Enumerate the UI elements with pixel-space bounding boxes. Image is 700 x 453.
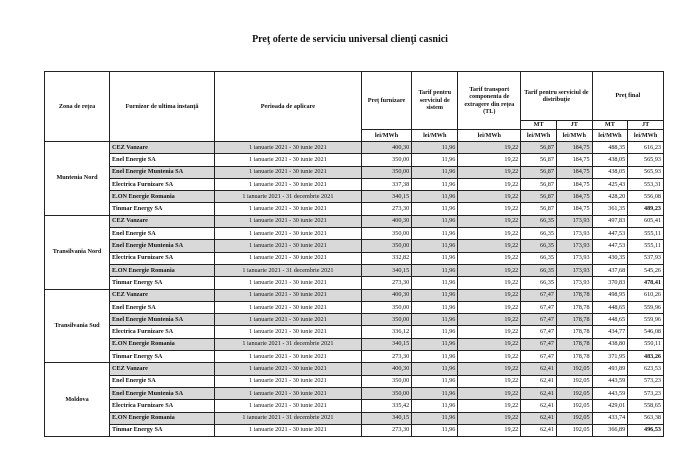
system-tariff-cell: 11,96 <box>412 400 458 412</box>
distribution-mt-cell: 66,35 <box>521 252 557 264</box>
table-row <box>45 264 664 276</box>
unit-label: lei/MWh <box>361 130 411 142</box>
final-jt-cell: 565,93 <box>628 154 664 166</box>
final-jt-cell: 563,38 <box>628 412 664 424</box>
period-cell: 1 ianuarie 2021 - 31 decembrie 2021 <box>214 191 361 203</box>
distribution-jt-cell: 184,75 <box>556 178 592 190</box>
zone-label: Transilvania Nord <box>45 215 110 289</box>
final-mt-cell: 488,35 <box>592 142 628 154</box>
price-cell: 273,30 <box>361 203 411 215</box>
final-mt-cell: 447,53 <box>592 228 628 240</box>
header-tarif-sistem: Tarif pentru serviciul de sistem <box>412 72 458 130</box>
distribution-mt-cell: 67,47 <box>521 301 557 313</box>
price-cell: 400,30 <box>361 289 411 301</box>
price-cell: 350,00 <box>361 154 411 166</box>
price-cell: 400,30 <box>361 142 411 154</box>
period-cell: 1 ianuarie 2021 - 30 iunie 2021 <box>214 215 361 227</box>
price-cell: 350,00 <box>361 166 411 178</box>
supplier-cell: E.ON Energie Romania <box>110 412 215 424</box>
supplier-cell: Enel Energie Muntenia SA <box>110 166 215 178</box>
final-jt-cell: 616,23 <box>628 142 664 154</box>
final-jt-cell: 483,26 <box>628 351 664 363</box>
final-jt-cell: 559,96 <box>628 301 664 313</box>
system-tariff-cell: 11,96 <box>412 363 458 375</box>
final-jt-cell: 573,23 <box>628 387 664 399</box>
supplier-cell: Enel Energie SA <box>110 375 215 387</box>
header-perioada: Perioada de aplicare <box>214 72 361 142</box>
price-cell: 350,00 <box>361 375 411 387</box>
page-title: Preţ oferte de serviciu universal clienţi casnici <box>252 34 448 45</box>
final-mt-cell: 429,01 <box>592 400 628 412</box>
final-mt-cell: 434,77 <box>592 326 628 338</box>
price-cell: 400,30 <box>361 363 411 375</box>
final-jt-cell: 556,08 <box>628 191 664 203</box>
supplier-cell: Tinmar Energy SA <box>110 203 215 215</box>
transport-tariff-cell: 19,22 <box>458 203 521 215</box>
table-row <box>45 277 664 289</box>
system-tariff-cell: 11,96 <box>412 375 458 387</box>
table-row <box>45 400 664 412</box>
final-jt-cell: 489,23 <box>628 203 664 215</box>
price-cell: 273,30 <box>361 277 411 289</box>
period-cell: 1 ianuarie 2021 - 30 iunie 2021 <box>214 289 361 301</box>
transport-tariff-cell: 19,22 <box>458 412 521 424</box>
unit-label: lei/MWh <box>556 130 592 142</box>
final-mt-cell: 497,83 <box>592 215 628 227</box>
final-mt-cell: 438,05 <box>592 166 628 178</box>
header-tarif-distributie: Tarif pentru serviciul de distribuţie <box>521 72 592 121</box>
final-jt-cell: 555,11 <box>628 240 664 252</box>
table-row <box>45 289 664 301</box>
supplier-cell: Enel Energie Muntenia SA <box>110 240 215 252</box>
period-cell: 1 ianuarie 2021 - 31 decembrie 2021 <box>214 338 361 350</box>
table-row <box>45 412 664 424</box>
table-row <box>45 351 664 363</box>
final-jt-cell: 573,23 <box>628 375 664 387</box>
transport-tariff-cell: 19,22 <box>458 166 521 178</box>
price-cell: 273,30 <box>361 351 411 363</box>
distribution-jt-cell: 184,75 <box>556 154 592 166</box>
zone-label: Moldova <box>45 363 110 437</box>
system-tariff-cell: 11,96 <box>412 351 458 363</box>
system-tariff-cell: 11,96 <box>412 203 458 215</box>
distribution-jt-cell: 178,78 <box>556 326 592 338</box>
transport-tariff-cell: 19,22 <box>458 240 521 252</box>
table-row <box>45 387 664 399</box>
system-tariff-cell: 11,96 <box>412 338 458 350</box>
system-tariff-cell: 11,96 <box>412 252 458 264</box>
final-jt-cell: 559,96 <box>628 314 664 326</box>
table-row <box>45 240 664 252</box>
supplier-cell: E.ON Energie Romania <box>110 338 215 350</box>
table-row <box>45 338 664 350</box>
price-cell: 350,00 <box>361 387 411 399</box>
price-cell: 350,00 <box>361 240 411 252</box>
distribution-mt-cell: 62,41 <box>521 400 557 412</box>
final-mt-cell: 370,83 <box>592 277 628 289</box>
period-cell: 1 ianuarie 2021 - 30 iunie 2021 <box>214 424 361 436</box>
transport-tariff-cell: 19,22 <box>458 400 521 412</box>
table-row <box>45 375 664 387</box>
period-cell: 1 ianuarie 2021 - 30 iunie 2021 <box>214 166 361 178</box>
supplier-cell: E.ON Energie Romania <box>110 191 215 203</box>
system-tariff-cell: 11,96 <box>412 240 458 252</box>
system-tariff-cell: 11,96 <box>412 289 458 301</box>
price-cell: 340,15 <box>361 191 411 203</box>
system-tariff-cell: 11,96 <box>412 264 458 276</box>
table-row <box>45 142 664 154</box>
distribution-mt-cell: 67,47 <box>521 338 557 350</box>
table-row <box>45 252 664 264</box>
distribution-jt-cell: 192,05 <box>556 387 592 399</box>
final-jt-cell: 610,26 <box>628 289 664 301</box>
period-cell: 1 ianuarie 2021 - 31 decembrie 2021 <box>214 264 361 276</box>
distribution-mt-cell: 67,47 <box>521 351 557 363</box>
price-cell: 340,15 <box>361 412 411 424</box>
final-mt-cell: 437,68 <box>592 264 628 276</box>
distribution-mt-cell: 62,41 <box>521 412 557 424</box>
period-cell: 1 ianuarie 2021 - 30 iunie 2021 <box>214 203 361 215</box>
transport-tariff-cell: 19,22 <box>458 277 521 289</box>
final-mt-cell: 433,74 <box>592 412 628 424</box>
final-mt-cell: 498,95 <box>592 289 628 301</box>
distribution-jt-cell: 192,05 <box>556 400 592 412</box>
header-tarif-transport: Tarif transport componenta de extragere din reţea (TL) <box>458 72 521 130</box>
period-cell: 1 ianuarie 2021 - 30 iunie 2021 <box>214 326 361 338</box>
distribution-jt-cell: 173,93 <box>556 215 592 227</box>
supplier-cell: CEZ Vanzare <box>110 363 215 375</box>
supplier-cell: Electrica Furnizare SA <box>110 178 215 190</box>
price-cell: 340,15 <box>361 338 411 350</box>
price-cell: 273,30 <box>361 424 411 436</box>
table-row <box>45 191 664 203</box>
header-furnizor: Furnizor de ultima instanţă <box>110 72 215 142</box>
system-tariff-cell: 11,96 <box>412 412 458 424</box>
price-cell: 335,42 <box>361 400 411 412</box>
unit-label: lei/MWh <box>628 130 664 142</box>
price-cell: 336,12 <box>361 326 411 338</box>
supplier-cell: E.ON Energie Romania <box>110 264 215 276</box>
system-tariff-cell: 11,96 <box>412 228 458 240</box>
distribution-mt-cell: 56,87 <box>521 142 557 154</box>
distribution-mt-cell: 56,87 <box>521 178 557 190</box>
supplier-cell: CEZ Vanzare <box>110 142 215 154</box>
transport-tariff-cell: 19,22 <box>458 252 521 264</box>
final-jt-cell: 565,93 <box>628 166 664 178</box>
header-pret-final: Preţ final <box>592 72 663 121</box>
distribution-mt-cell: 62,41 <box>521 424 557 436</box>
price-cell: 332,82 <box>361 252 411 264</box>
transport-tariff-cell: 19,22 <box>458 363 521 375</box>
transport-tariff-cell: 19,22 <box>458 178 521 190</box>
distribution-jt-cell: 184,75 <box>556 203 592 215</box>
final-jt-cell: 623,53 <box>628 363 664 375</box>
transport-tariff-cell: 19,22 <box>458 154 521 166</box>
period-cell: 1 ianuarie 2021 - 30 iunie 2021 <box>214 142 361 154</box>
final-mt-cell: 428,20 <box>592 191 628 203</box>
distribution-jt-cell: 178,78 <box>556 338 592 350</box>
final-jt-cell: 537,93 <box>628 252 664 264</box>
zone-label: Transilvania Sud <box>45 289 110 363</box>
system-tariff-cell: 11,96 <box>412 387 458 399</box>
transport-tariff-cell: 19,22 <box>458 301 521 313</box>
transport-tariff-cell: 19,22 <box>458 228 521 240</box>
transport-tariff-cell: 19,22 <box>458 375 521 387</box>
supplier-cell: CEZ Vanzare <box>110 289 215 301</box>
final-mt-cell: 493,89 <box>592 363 628 375</box>
supplier-cell: Tinmar Energy SA <box>110 351 215 363</box>
transport-tariff-cell: 19,22 <box>458 289 521 301</box>
table-row <box>45 424 664 436</box>
distribution-mt-cell: 67,47 <box>521 289 557 301</box>
period-cell: 1 ianuarie 2021 - 30 iunie 2021 <box>214 301 361 313</box>
price-cell: 400,30 <box>361 215 411 227</box>
transport-tariff-cell: 19,22 <box>458 326 521 338</box>
table-row <box>45 203 664 215</box>
supplier-cell: Enel Energie Muntenia SA <box>110 314 215 326</box>
distribution-jt-cell: 173,93 <box>556 264 592 276</box>
distribution-mt-cell: 66,35 <box>521 228 557 240</box>
final-jt-cell: 546,08 <box>628 326 664 338</box>
unit-label: lei/MWh <box>412 130 458 142</box>
transport-tariff-cell: 19,22 <box>458 314 521 326</box>
table-row <box>45 154 664 166</box>
final-mt-cell: 447,53 <box>592 240 628 252</box>
distribution-jt-cell: 184,75 <box>556 142 592 154</box>
supplier-cell: Tinmar Energy SA <box>110 277 215 289</box>
system-tariff-cell: 11,96 <box>412 301 458 313</box>
table-row <box>45 215 664 227</box>
period-cell: 1 ianuarie 2021 - 30 iunie 2021 <box>214 363 361 375</box>
final-jt-cell: 558,65 <box>628 400 664 412</box>
transport-tariff-cell: 19,22 <box>458 338 521 350</box>
final-mt-cell: 425,43 <box>592 178 628 190</box>
distribution-jt-cell: 173,93 <box>556 228 592 240</box>
system-tariff-cell: 11,96 <box>412 154 458 166</box>
header-final-mt: MT <box>592 121 628 130</box>
distribution-jt-cell: 192,05 <box>556 412 592 424</box>
header-dist-mt: MT <box>521 121 557 130</box>
period-cell: 1 ianuarie 2021 - 31 decembrie 2021 <box>214 412 361 424</box>
transport-tariff-cell: 19,22 <box>458 424 521 436</box>
table-row <box>45 301 664 313</box>
table-row <box>45 314 664 326</box>
system-tariff-cell: 11,96 <box>412 191 458 203</box>
header-zona: Zona de reţea <box>45 72 110 142</box>
header-dist-jt: JT <box>556 121 592 130</box>
table-row <box>45 178 664 190</box>
distribution-mt-cell: 67,47 <box>521 326 557 338</box>
system-tariff-cell: 11,96 <box>412 326 458 338</box>
system-tariff-cell: 11,96 <box>412 215 458 227</box>
supplier-cell: Enel Energie SA <box>110 154 215 166</box>
final-jt-cell: 550,11 <box>628 338 664 350</box>
distribution-jt-cell: 192,05 <box>556 363 592 375</box>
period-cell: 1 ianuarie 2021 - 30 iunie 2021 <box>214 351 361 363</box>
transport-tariff-cell: 19,22 <box>458 264 521 276</box>
table-row <box>45 363 664 375</box>
price-cell: 337,38 <box>361 178 411 190</box>
system-tariff-cell: 11,96 <box>412 314 458 326</box>
distribution-mt-cell: 56,87 <box>521 191 557 203</box>
supplier-cell: Tinmar Energy SA <box>110 424 215 436</box>
header-final-jt: JT <box>628 121 664 130</box>
system-tariff-cell: 11,96 <box>412 424 458 436</box>
distribution-mt-cell: 62,41 <box>521 375 557 387</box>
price-cell: 350,00 <box>361 228 411 240</box>
price-table <box>44 71 664 437</box>
distribution-mt-cell: 66,35 <box>521 264 557 276</box>
final-jt-cell: 496,53 <box>628 424 664 436</box>
table-row <box>45 166 664 178</box>
distribution-jt-cell: 192,05 <box>556 424 592 436</box>
distribution-jt-cell: 178,78 <box>556 301 592 313</box>
supplier-cell: Electrica Furnizare SA <box>110 326 215 338</box>
transport-tariff-cell: 19,22 <box>458 387 521 399</box>
distribution-mt-cell: 56,87 <box>521 154 557 166</box>
unit-label: lei/MWh <box>592 130 628 142</box>
final-jt-cell: 545,26 <box>628 264 664 276</box>
price-cell: 350,00 <box>361 301 411 313</box>
final-mt-cell: 361,35 <box>592 203 628 215</box>
system-tariff-cell: 11,96 <box>412 178 458 190</box>
system-tariff-cell: 11,96 <box>412 277 458 289</box>
distribution-mt-cell: 62,41 <box>521 387 557 399</box>
transport-tariff-cell: 19,22 <box>458 142 521 154</box>
period-cell: 1 ianuarie 2021 - 30 iunie 2021 <box>214 228 361 240</box>
final-mt-cell: 443,59 <box>592 387 628 399</box>
distribution-mt-cell: 66,35 <box>521 277 557 289</box>
distribution-mt-cell: 62,41 <box>521 363 557 375</box>
period-cell: 1 ianuarie 2021 - 30 iunie 2021 <box>214 240 361 252</box>
distribution-mt-cell: 66,35 <box>521 240 557 252</box>
supplier-cell: Enel Energie SA <box>110 301 215 313</box>
period-cell: 1 ianuarie 2021 - 30 iunie 2021 <box>214 178 361 190</box>
final-jt-cell: 553,31 <box>628 178 664 190</box>
header-pret-furnizare: Preţ furnizare <box>361 72 411 130</box>
price-cell: 350,00 <box>361 314 411 326</box>
period-cell: 1 ianuarie 2021 - 30 iunie 2021 <box>214 400 361 412</box>
unit-label: lei/MWh <box>521 130 557 142</box>
system-tariff-cell: 11,96 <box>412 166 458 178</box>
supplier-cell: Electrica Furnizare SA <box>110 400 215 412</box>
final-jt-cell: 555,11 <box>628 228 664 240</box>
supplier-cell: Enel Energie SA <box>110 228 215 240</box>
distribution-jt-cell: 178,78 <box>556 289 592 301</box>
period-cell: 1 ianuarie 2021 - 30 iunie 2021 <box>214 252 361 264</box>
table-row <box>45 326 664 338</box>
distribution-jt-cell: 173,93 <box>556 252 592 264</box>
unit-label: lei/MWh <box>458 130 521 142</box>
table-row <box>45 228 664 240</box>
system-tariff-cell: 11,96 <box>412 142 458 154</box>
supplier-cell: Electrica Furnizare SA <box>110 252 215 264</box>
supplier-cell: Enel Energie Muntenia SA <box>110 387 215 399</box>
final-mt-cell: 438,05 <box>592 154 628 166</box>
distribution-jt-cell: 173,93 <box>556 277 592 289</box>
period-cell: 1 ianuarie 2021 - 30 iunie 2021 <box>214 314 361 326</box>
distribution-mt-cell: 66,35 <box>521 215 557 227</box>
final-mt-cell: 366,89 <box>592 424 628 436</box>
transport-tariff-cell: 19,22 <box>458 215 521 227</box>
price-cell: 340,15 <box>361 264 411 276</box>
distribution-mt-cell: 67,47 <box>521 314 557 326</box>
final-mt-cell: 443,59 <box>592 375 628 387</box>
period-cell: 1 ianuarie 2021 - 30 iunie 2021 <box>214 277 361 289</box>
final-mt-cell: 371,95 <box>592 351 628 363</box>
distribution-jt-cell: 184,75 <box>556 166 592 178</box>
period-cell: 1 ianuarie 2021 - 30 iunie 2021 <box>214 387 361 399</box>
distribution-jt-cell: 178,78 <box>556 351 592 363</box>
period-cell: 1 ianuarie 2021 - 30 iunie 2021 <box>214 154 361 166</box>
final-mt-cell: 430,35 <box>592 252 628 264</box>
final-jt-cell: 605,41 <box>628 215 664 227</box>
distribution-mt-cell: 56,87 <box>521 166 557 178</box>
distribution-mt-cell: 56,87 <box>521 203 557 215</box>
zone-label: Muntenia Nord <box>45 142 110 216</box>
transport-tariff-cell: 19,22 <box>458 351 521 363</box>
distribution-jt-cell: 178,78 <box>556 314 592 326</box>
period-cell: 1 ianuarie 2021 - 30 iunie 2021 <box>214 375 361 387</box>
final-mt-cell: 448,65 <box>592 314 628 326</box>
distribution-jt-cell: 184,75 <box>556 191 592 203</box>
distribution-jt-cell: 192,05 <box>556 375 592 387</box>
final-mt-cell: 448,65 <box>592 301 628 313</box>
final-mt-cell: 438,80 <box>592 338 628 350</box>
final-jt-cell: 478,41 <box>628 277 664 289</box>
supplier-cell: CEZ Vanzare <box>110 215 215 227</box>
transport-tariff-cell: 19,22 <box>458 191 521 203</box>
distribution-jt-cell: 173,93 <box>556 240 592 252</box>
